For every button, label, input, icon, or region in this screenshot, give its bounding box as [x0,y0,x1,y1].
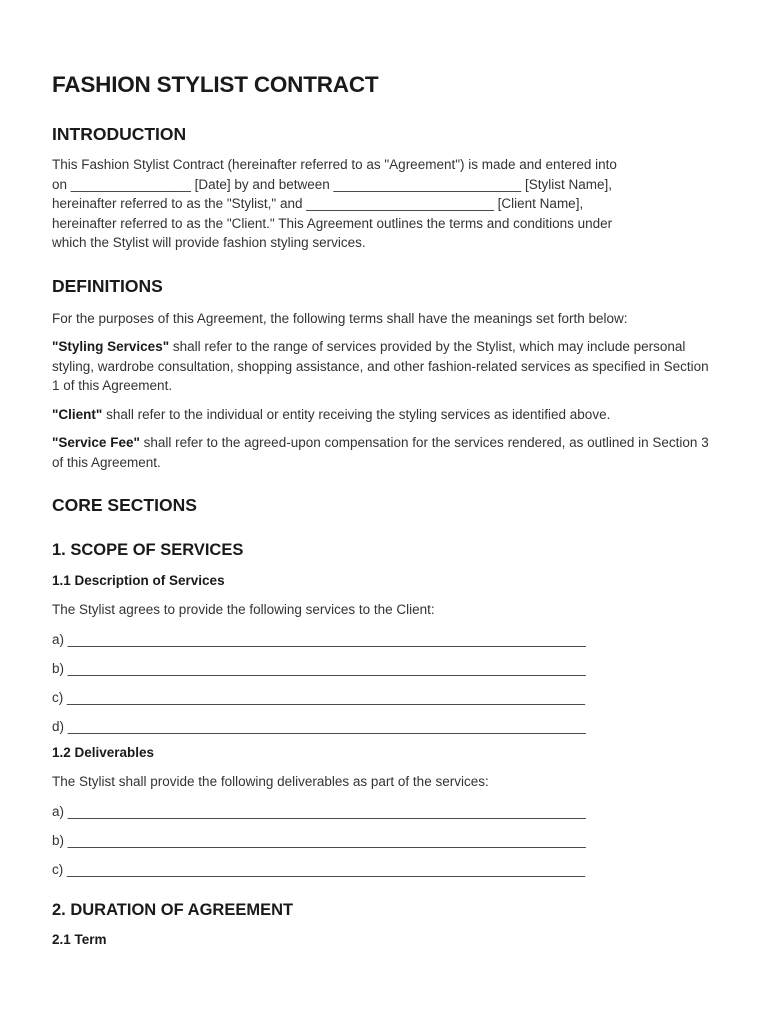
section-1-1-lead: The Stylist agrees to provide the following services to the Client: [52,602,435,617]
services-blank-list [52,630,718,737]
introduction-heading: INTRODUCTION [52,124,187,144]
introduction-line: hereinafter referred to as the "Client." This Agreement outlines the terms and conditions under [52,215,613,231]
blank-line-a: a) _____________________________________________________________________ [52,631,586,647]
introduction-line: This Fashion Stylist Contract (hereinafter referred to as "Agreement") is made and entered into [52,157,617,172]
blank-line-a: a) _____________________________________________________________________ [52,803,586,819]
definition-text: shall refer to the range of services provided by the Stylist, which may include personal styling, wardrobe consultation, shopping assistance, and other fashion-related services as specified in Section 1 of this Agreement. [52,339,709,393]
introduction-line: which the Stylist will provide fashion styling services. [52,235,366,250]
definition-term: "Service Fee" [52,435,140,450]
section-1-2-lead: The Stylist shall provide the following deliverables as part of the services: [52,774,489,789]
introduction-paragraph [52,155,718,253]
document-title: FASHION STYLIST CONTRACT [52,72,379,97]
section-2-heading: 2. DURATION OF AGREEMENT [52,901,294,919]
definition-text: shall refer to the individual or entity receiving the styling services as identified above. [102,406,611,422]
introduction-line: hereinafter referred to as the "Stylist," and _________________________ [Client Name], [52,196,584,211]
section-1-2-heading: 1.2 Deliverables [52,745,155,760]
section-1-1-heading: 1.1 Description of Services [52,573,225,588]
section-1-heading: 1. SCOPE OF SERVICES [52,541,244,559]
definition-styling-services [52,337,718,396]
introduction-line: on ________________ [Date] by and between _________________________ [Stylist Name], [52,176,612,192]
section-2-1-heading: 2.1 Term [52,932,107,947]
core-sections-heading: CORE SECTIONS [52,495,197,515]
definition-text: shall refer to the agreed-upon compensation for the services rendered, as outlined in Section 3 of this Agreement. [52,435,709,470]
definitions-lead: For the purposes of this Agreement, the following terms shall have the meanings set forth below: [52,310,628,326]
definition-client [52,405,718,425]
blank-line-b: b) _____________________________________________________________________ [52,660,586,676]
definition-term: "Client" [52,406,103,422]
definition-term: "Styling Services" [52,339,170,354]
blank-line-c: c) _____________________________________________________________________ [52,861,586,877]
definition-service-fee [52,433,718,472]
deliverables-blank-list [52,802,718,880]
blank-line-d: d) _____________________________________________________________________ [52,718,586,734]
definitions-heading: DEFINITIONS [52,275,163,296]
blank-line-b: b) _____________________________________________________________________ [52,832,586,848]
blank-line-c: c) _____________________________________________________________________ [52,689,586,705]
